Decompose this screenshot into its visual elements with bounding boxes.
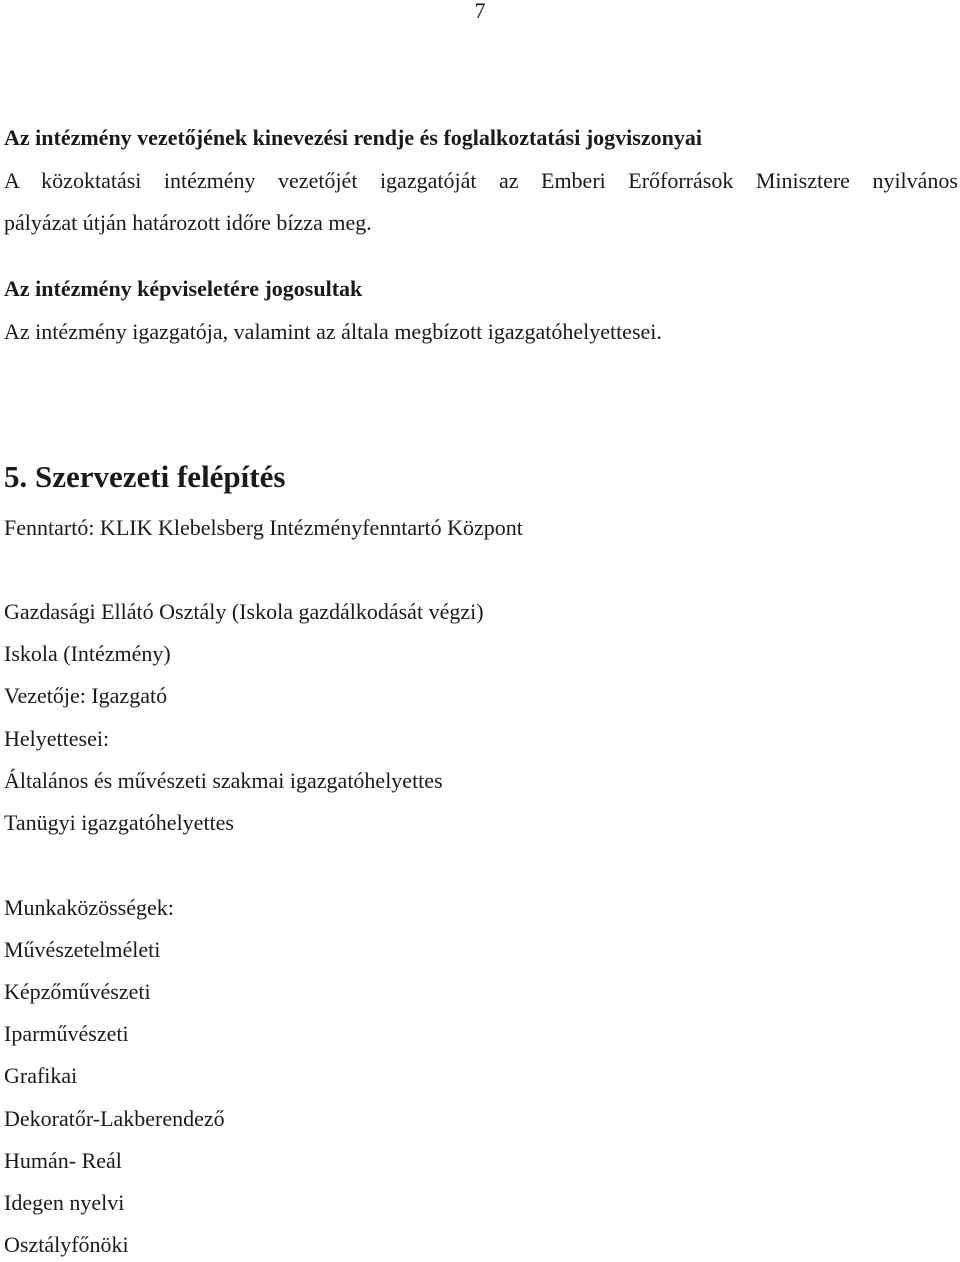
head-text: Vezetője: Igazgató [4, 683, 168, 708]
representation-heading: Az intézmény képviseletére jogosultak [4, 276, 363, 301]
representation-text: Az intézmény igazgatója, valamint az általa megbízott igazgatóhelyettesei. [4, 319, 662, 344]
workgroup-item: Művészetelméleti [4, 937, 161, 962]
page-number: 7 [474, 0, 486, 23]
economic-dept-text: Gazdasági Ellátó Osztály (Iskola gazdálkodását végzi) [4, 599, 484, 624]
leader-section-heading: Az intézmény vezetőjének kinevezési rendje és foglalkoztatási jogviszonyai [4, 125, 702, 150]
school-text: Iskola (Intézmény) [4, 641, 171, 666]
workgroup-item: Osztályfőnöki [4, 1232, 129, 1257]
deputies-label: Helyettesei: [4, 726, 110, 751]
section-heading-org-structure: 5. Szervezeti felépítés [4, 459, 286, 494]
workgroup-item: Képzőművészeti [4, 979, 151, 1004]
workgroup-item: Humán- Reál [4, 1148, 122, 1173]
workgroup-item: Iparművészeti [4, 1021, 129, 1046]
deputy-item: Tanügyi igazgatóhelyettes [4, 810, 234, 835]
workgroup-item: Dekoratőr-Lakberendező [4, 1106, 225, 1131]
deputy-item: Általános és művészeti szakmai igazgatóhelyettes [4, 768, 443, 793]
workgroup-item: Grafikai [4, 1063, 78, 1088]
workgroup-item: Idegen nyelvi [4, 1190, 125, 1215]
leader-section-text-line-2: pályázat útján határozott időre bízza meg. [4, 210, 372, 235]
leader-section-text-line-1: A közoktatási intézmény vezetőjét igazgatóját az Emberi Erőforrások Minisztere nyilvános [4, 168, 958, 193]
maintainer-text: Fenntartó: KLIK Klebelsberg Intézményfenntartó Központ [4, 515, 523, 540]
workgroups-label: Munkaközösségek: [4, 895, 174, 920]
